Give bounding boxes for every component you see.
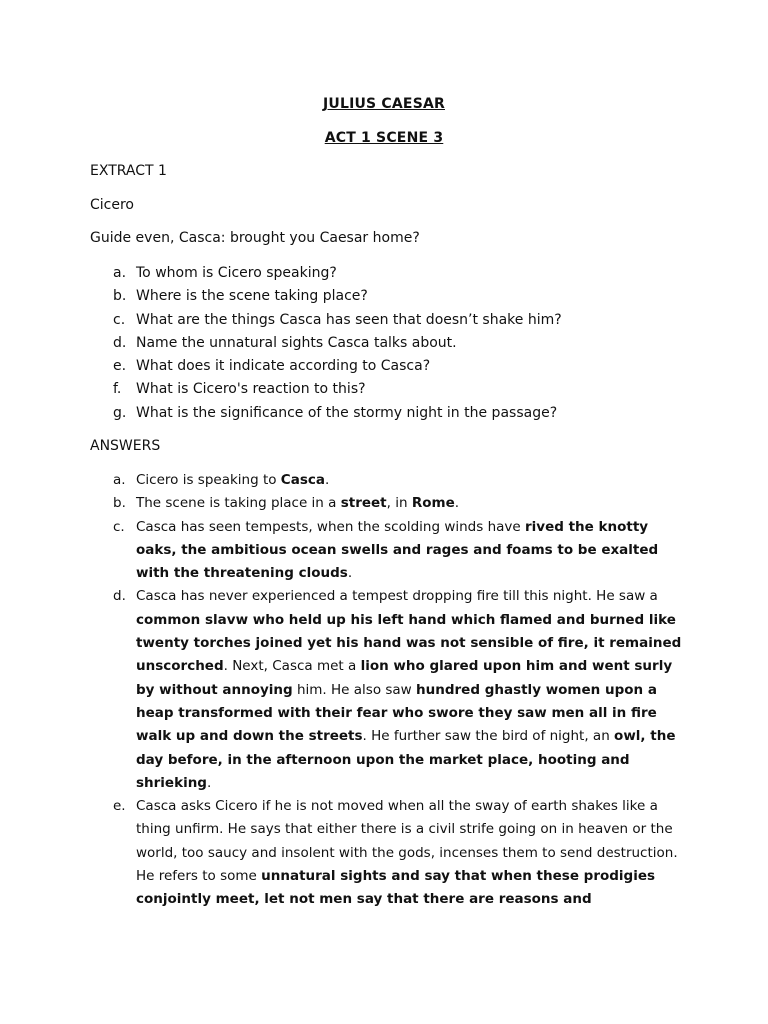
question-letter: d. bbox=[113, 334, 127, 351]
question-item bbox=[113, 402, 713, 425]
answer-bold-segment: Casca bbox=[280, 472, 325, 488]
answer-item bbox=[113, 516, 688, 586]
answer-text-segment: Casca has seen tempests, when the scolding winds have bbox=[136, 518, 525, 535]
question-letter: g. bbox=[113, 404, 127, 421]
answer-text-segment: . bbox=[324, 472, 330, 488]
question-letter: e. bbox=[113, 358, 127, 375]
question-text: What are the things Casca has seen that doesn’t shake him? bbox=[136, 311, 562, 328]
answer-text-segment: . bbox=[454, 495, 460, 512]
answer-item bbox=[113, 795, 688, 911]
question-letter: f. bbox=[113, 381, 122, 398]
question-text: Name the unnatural sights Casca talks about. bbox=[136, 334, 457, 351]
answer-text bbox=[136, 585, 688, 795]
question-letter: a. bbox=[113, 265, 127, 281]
question-item bbox=[113, 262, 713, 285]
answer-bold-segment: common slavw who held up his left hand which flamed and burned like twenty torches joined yet his hand was not sensible of fire, it remained unscorched bbox=[136, 611, 682, 675]
answer-letter: b. bbox=[113, 495, 126, 512]
answer-bold-segment: street bbox=[340, 495, 387, 512]
answer-text-segment: . Next, Casca met a bbox=[223, 658, 361, 675]
answer-text-segment: . He further saw the bird of night, an bbox=[362, 728, 615, 745]
answer-bold-segment: Rome bbox=[411, 495, 455, 512]
answer-text-segment: Cicero is speaking to bbox=[136, 472, 281, 488]
question-letter: b. bbox=[113, 288, 127, 305]
question-text: What is the significance of the stormy night in the passage? bbox=[136, 404, 558, 421]
question-text: What does it indicate according to Casca? bbox=[136, 358, 431, 375]
document-title: JULIUS CAESAR bbox=[322, 96, 445, 112]
extract-label: EXTRACT 1 bbox=[90, 163, 167, 179]
question-item bbox=[113, 309, 713, 332]
answer-text bbox=[136, 492, 688, 515]
answer-text-segment: Casca has never experienced a tempest dropping fire till this night. He saw a bbox=[136, 588, 658, 605]
answer-text-segment: , in bbox=[386, 495, 412, 512]
question-item bbox=[113, 285, 713, 308]
answer-list bbox=[113, 469, 688, 912]
answer-text-segment: Casca asks Cicero if he is not moved when all the sway of earth shakes like a thing unfirm. He says that either there is a civil strife going on in heaven or the world, too saucy and insolent with the gods, incenses them to send destruction. He refers to some bbox=[136, 798, 678, 885]
question-item bbox=[113, 355, 713, 378]
answer-letter: e. bbox=[113, 798, 126, 815]
answer-text bbox=[136, 516, 688, 586]
question-text: To whom is Cicero speaking? bbox=[136, 265, 337, 281]
answer-item bbox=[113, 585, 688, 795]
question-text: What is Cicero's reaction to this? bbox=[136, 381, 366, 398]
answer-item bbox=[113, 492, 688, 515]
question-letter: c. bbox=[113, 311, 126, 328]
answer-bold-segment: unnatural sights and say that when these prodigies conjointly meet, let not men say that there are reasons and bbox=[136, 868, 656, 908]
answer-text bbox=[136, 469, 688, 492]
answer-text-segment: . bbox=[347, 565, 353, 582]
question-item bbox=[113, 332, 713, 355]
answer-text bbox=[136, 795, 688, 911]
answer-bold-segment: hundred ghastly women upon a heap transformed with their fear who swore they saw men all in fire walk up and down the streets bbox=[136, 681, 657, 745]
answer-letter: a. bbox=[113, 472, 126, 488]
question-text: Where is the scene taking place? bbox=[136, 288, 368, 305]
question-item bbox=[113, 378, 713, 401]
answer-bold-segment: owl, the day before, in the afternoon upon the market place, hooting and shrieking bbox=[136, 728, 676, 791]
answer-text-segment: . bbox=[206, 774, 212, 791]
answer-letter: c. bbox=[113, 518, 125, 535]
document-subtitle: ACT 1 SCENE 3 bbox=[324, 130, 444, 146]
answer-bold-segment: rived the knotty oaks, the ambitious ocean swells and rages and foams to be exalted with the threatening clouds bbox=[136, 518, 659, 582]
answer-item bbox=[113, 469, 688, 492]
answer-letter: d. bbox=[113, 588, 126, 605]
answer-bold-segment: lion who glared upon him and went surly by without annoying bbox=[136, 658, 673, 698]
speaker-name: Cicero bbox=[90, 197, 134, 213]
answers-label: ANSWERS bbox=[90, 438, 161, 454]
answer-text-segment: him. He also saw bbox=[292, 681, 417, 698]
question-list bbox=[113, 262, 713, 425]
answer-text-segment: The scene is taking place in a bbox=[136, 495, 341, 512]
extract-quote: Guide even, Casca: brought you Caesar home? bbox=[90, 230, 420, 246]
